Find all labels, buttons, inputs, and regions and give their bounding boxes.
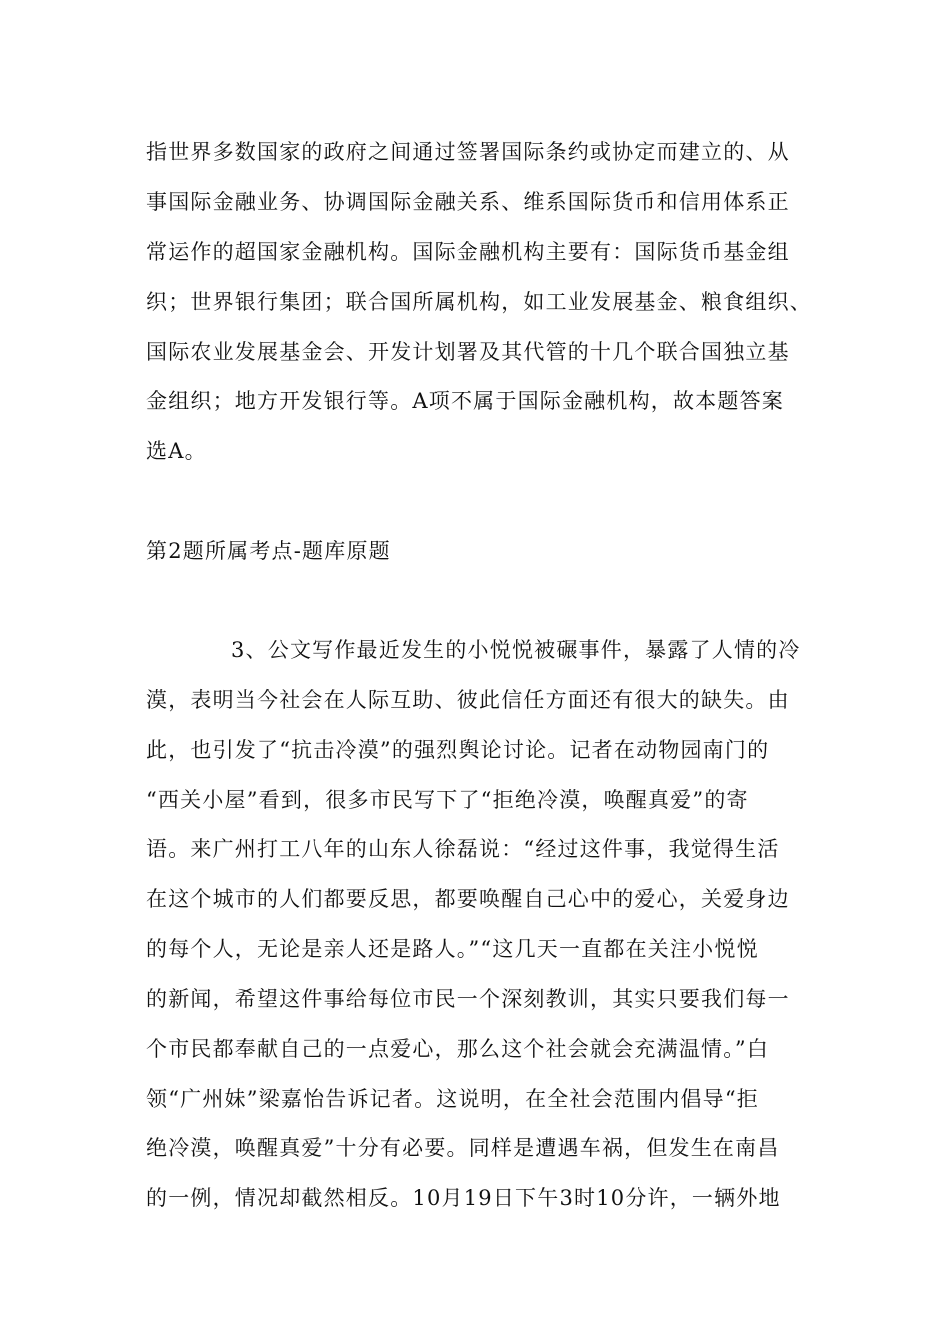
paragraph-2-line-7: 的每个人，无论是亲人还是路人。”“这几天一直都在关注小悦悦 bbox=[146, 937, 759, 961]
paragraph-2-line-12: 的一例，情况却截然相反。10月19日下午3时10分许，一辆外地 bbox=[146, 1186, 781, 1210]
paragraph-2-line-8: 的新闻，希望这件事给每位市民一个深刻教训，其实只要我们每一 bbox=[146, 987, 790, 1011]
paragraph-1-line-5: 国际农业发展基金会、开发计划署及其代管的十几个联合国独立基 bbox=[146, 340, 790, 364]
section-label: 第2题所属考点-题库原题 bbox=[146, 539, 391, 563]
paragraph-1-line-7: 选A。 bbox=[146, 439, 207, 463]
paragraph-1-line-6: 金组织；地方开发银行等。A项不属于国际金融机构，故本题答案 bbox=[146, 389, 784, 413]
paragraph-2-line-1: 3、公文写作最近发生的小悦悦被碾事件，暴露了人情的冷 bbox=[231, 638, 801, 662]
paragraph-2-line-4: “西关小屋”看到，很多市民写下了“拒绝冷漠，唤醒真爱”的寄 bbox=[146, 788, 749, 812]
paragraph-2-line-5: 语。来广州打工八年的山东人徐磊说：“经过这件事，我觉得生活 bbox=[146, 837, 780, 861]
paragraph-1-line-1: 指世界多数国家的政府之间通过签署国际条约或协定而建立的、从 bbox=[146, 140, 790, 164]
paragraph-2-line-9: 个市民都奉献自己的一点爱心，那么这个社会就会充满温情。”白 bbox=[146, 1037, 770, 1061]
paragraph-2-line-6: 在这个城市的人们都要反思，都要唤醒自己心中的爱心，关爱身边 bbox=[146, 887, 790, 911]
paragraph-2-line-2: 漠，表明当今社会在人际互助、彼此信任方面还有很大的缺失。由 bbox=[146, 688, 790, 712]
paragraph-1-line-2: 事国际金融业务、协调国际金融关系、维系国际货币和信用体系正 bbox=[146, 190, 790, 214]
paragraph-2-line-11: 绝冷漠，唤醒真爱”十分有必要。同样是遭遇车祸，但发生在南昌 bbox=[146, 1136, 780, 1160]
paragraph-2-line-10: 领“广州妹”梁嘉怡告诉记者。这说明，在全社会范围内倡导“拒 bbox=[146, 1087, 760, 1111]
paragraph-1-line-4: 织；世界银行集团；联合国所属机构，如工业发展基金、粮食组织、 bbox=[146, 290, 812, 314]
paragraph-2-line-3: 此，也引发了“抗击冷漠”的强烈舆论讨论。记者在动物园南门的 bbox=[146, 738, 770, 762]
paragraph-1-line-3: 常运作的超国家金融机构。国际金融机构主要有：国际货币基金组 bbox=[146, 240, 790, 264]
